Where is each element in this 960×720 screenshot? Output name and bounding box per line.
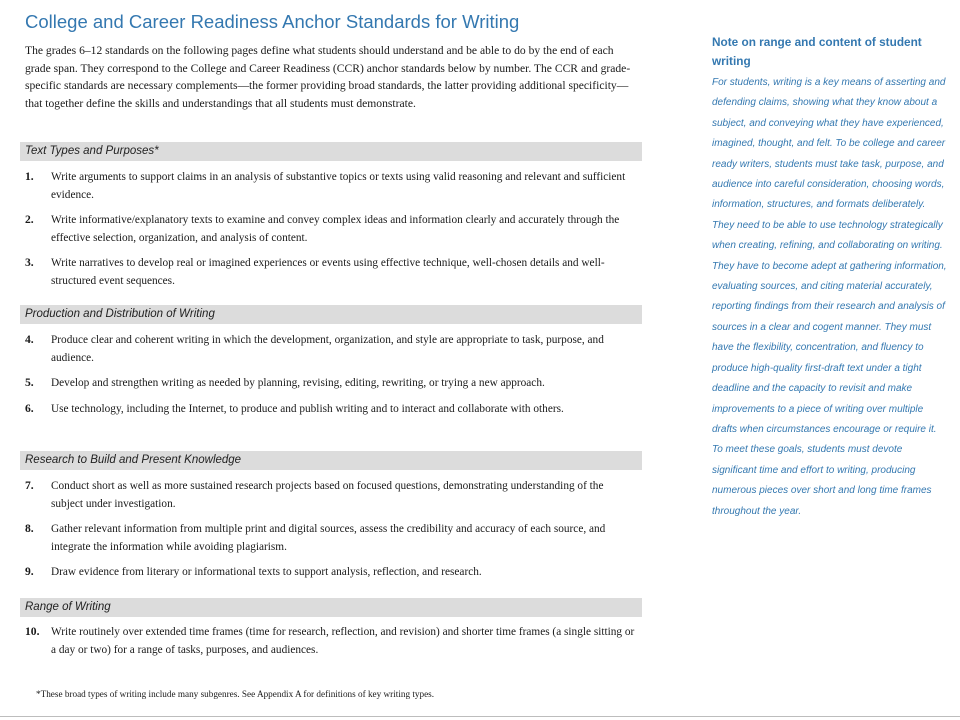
footnote: *These broad types of writing include many subgenres. See Appendix A for definitions of key writing types. (36, 689, 435, 699)
page-title: College and Career Readiness Anchor Standards for Writing (25, 11, 520, 32)
standard-item-1 (25, 168, 635, 204)
section-heading-research: Research to Build and Present Knowledge (20, 451, 642, 470)
sidebar-note-heading: Note on range and content of student writing (712, 35, 922, 68)
standard-text: Use technology, including the Internet, to produce and publish writing and to interact and collaborate with others. (51, 403, 564, 415)
standard-number: 9. (25, 565, 34, 578)
standard-text: Write narratives to develop real or imagined experiences or events using effective technique, well-chosen details and well-structured event sequences. (51, 257, 605, 287)
standard-text: Develop and strengthen writing as needed by planning, revising, editing, rewriting, or trying a new approach. (51, 377, 545, 389)
standard-number: 5. (25, 376, 34, 389)
bottom-divider (0, 716, 960, 717)
standard-text: Draw evidence from literary or informational texts to support analysis, reflection, and research. (51, 566, 482, 578)
standard-number: 3. (25, 256, 34, 269)
standard-number: 2. (25, 213, 34, 226)
standard-text: Write informative/explanatory texts to examine and convey complex ideas and information clearly and accurately through the effective selection, organization, and analysis of content. (51, 214, 620, 244)
standard-number: 4. (25, 333, 34, 346)
standard-number: 6. (25, 402, 34, 415)
standard-text: Write arguments to support claims in an analysis of substantive topics or texts using valid reasoning and relevant and sufficient evidence. (51, 171, 626, 201)
standard-text: Produce clear and coherent writing in which the development, organization, and style are appropriate to task, purpose, and audience. (51, 334, 604, 364)
intro-paragraph: The grades 6–12 standards on the following pages define what students should understand and be able to do by the end of each grade span. They correspond to the College and Career Readiness (CCR) anchor standards below by number. The CCR and grade-specific standards are necessary complements—the former providing broad standards, the latter providing additional specificity—that together define the skills and understandings that all students must demonstrate. (25, 44, 631, 110)
standard-item-8 (25, 520, 635, 556)
standard-text: Conduct short as well as more sustained research projects based on focused questions, demonstrating understanding of the subject under investigation. (51, 480, 604, 510)
standard-number: 10. (25, 625, 40, 638)
standard-item-3 (25, 254, 635, 290)
standard-number: 8. (25, 522, 34, 535)
standard-item-7 (25, 477, 635, 513)
standard-item-9 (25, 563, 635, 581)
standard-item-5 (25, 374, 635, 392)
section-heading-text-types: Text Types and Purposes* (20, 142, 642, 161)
standard-item-6 (25, 400, 635, 418)
section-heading-range: Range of Writing (20, 598, 642, 617)
standard-text: Write routinely over extended time frames (time for research, reflection, and revision) and shorter time frames (a single sitting or a day or two) for a range of tasks, purposes, and audiences. (51, 626, 635, 656)
standard-item-10 (25, 623, 635, 659)
section-heading-production-distribution: Production and Distribution of Writing (20, 305, 642, 324)
standard-number: 7. (25, 479, 34, 492)
standard-item-2 (25, 211, 635, 247)
standard-number: 1. (25, 170, 34, 183)
standard-text: Gather relevant information from multiple print and digital sources, assess the credibility and accuracy of each source, and integrate the information while avoiding plagiarism. (51, 523, 606, 553)
standard-item-4 (25, 331, 635, 367)
sidebar-note-body: For students, writing is a key means of asserting and defending claims, showing what they know about a subject, and conveying what they have experienced, imagined, thought, and felt. To be college and career ready writers, students must take task, purpose, and audience into careful consideration, choosing words, information, structures, and formats deliberately. They need to be able to use technology strategically when creating, refining, and collaborating on writing. They have to become adept at gathering information, evaluating sources, and citing material accurately, reporting findings from their research and analysis of sources in a clear and cogent manner. They must have the flexibility, concentration, and fluency to produce high-quality first-draft text under a tight deadline and the capacity to revisit and make improvements to a piece of writing over multiple drafts when circumstances encourage or require it. To meet these goals, students must devote significant time and effort to writing, producing numerous pieces over short and long time frames throughout the year. (712, 77, 947, 517)
